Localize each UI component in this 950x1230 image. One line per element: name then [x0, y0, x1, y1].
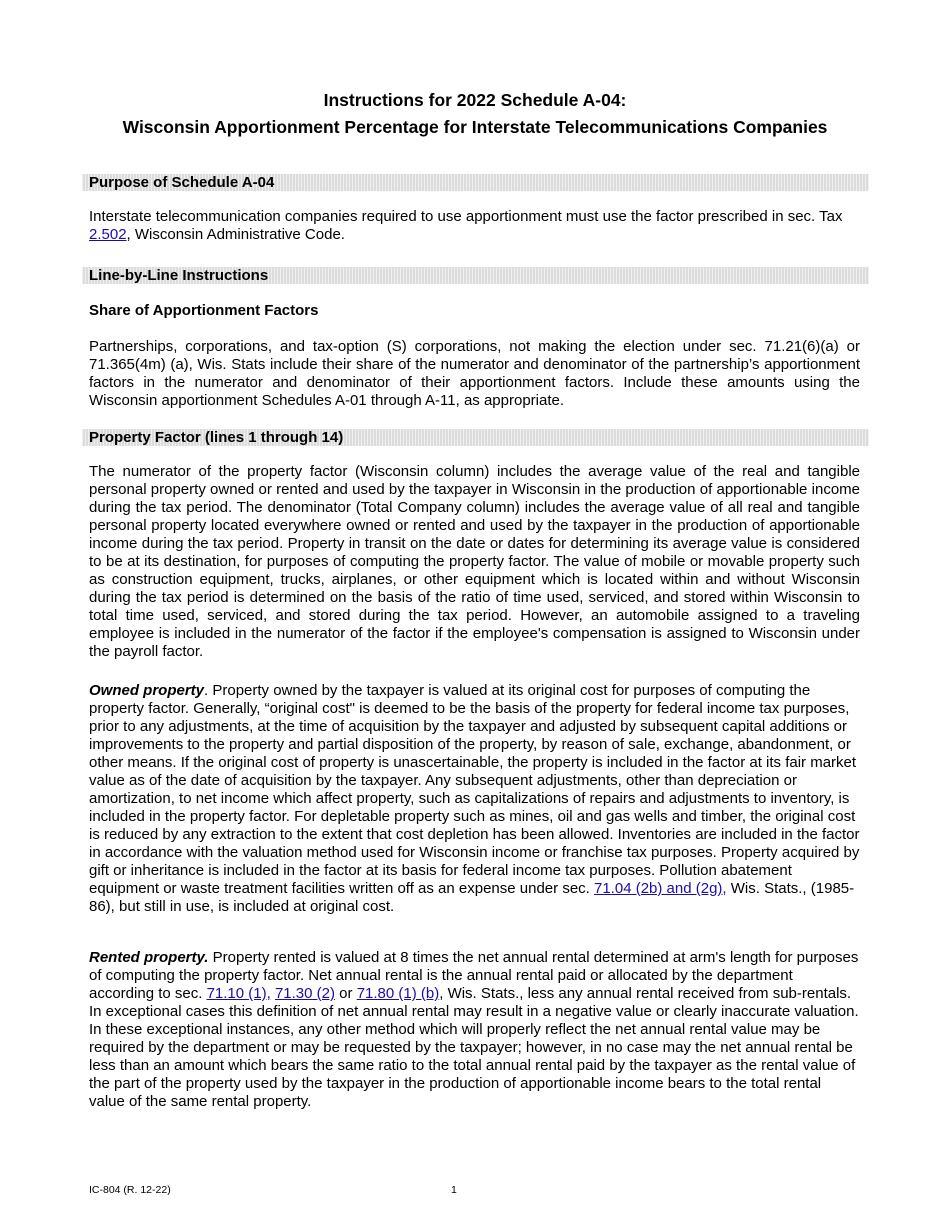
section-heading-line-by-line: Line-by-Line Instructions: [82, 267, 869, 284]
owned-property-label: Owned property: [89, 682, 205, 699]
property-factor-paragraph: The numerator of the property factor (Wisconsin column) includes the average value of the real and tangible personal property owned or rented and used by the taxpayer in Wisconsin in the production of apportionable income during the tax period. The denominator (Total Company column) includes the average value of all real and tangible personal property located everywhere owned or rented and used by the taxpayer in the production of apportionable income during the tax period. Property in transit on the date or dates for determining its average value is considered to be at its destination, for purposes of computing the property factor. The value of mobile or movable property such as construction equipment, trucks, airplanes, or other equipment which is located within and without Wisconsin during the tax period is determined on the basis of the ratio of time used, serviced, and stored within Wisconsin to total time used, serviced, and stored during the tax period. However, an automobile assigned to a traveling employee is included in the numerator of the factor if the employee's compensation is assigned to Wisconsin under the payroll factor.: [89, 463, 860, 660]
link-71-30[interactable]: 71.30 (2): [274, 985, 335, 1002]
form-id: IC-804 (R. 12-22): [89, 1184, 171, 1196]
section-heading-purpose: Purpose of Schedule A-04: [82, 174, 869, 191]
link-tax-2-502[interactable]: 2.502: [89, 226, 127, 243]
document-subtitle: Wisconsin Apportionment Percentage for Interstate Telecommunications Companies: [122, 117, 828, 137]
purpose-paragraph: Interstate telecommunication companies required to use apportionment must use the factor prescribed in sec. Tax 2.502, Wisconsin Administrative Code.: [89, 208, 843, 243]
link-71-80[interactable]: 71.80 (1) (b): [356, 985, 440, 1002]
link-71-04[interactable]: 71.04 (2b) and (2g),: [594, 880, 727, 897]
section-heading-property-factor: Property Factor (lines 1 through 14): [82, 429, 869, 446]
share-factors-paragraph: Partnerships, corporations, and tax-option (S) corporations, not making the election under sec. 71.21(6)(a) or 71.365(4m) (a), Wis. Stats include their share of the numerator and denominator of the partnership’s apportionment factors in the numerator and denominator of their apportionment factors. Include these amounts using the Wisconsin apportionment Schedules A-01 through A-11, as appropriate.: [89, 338, 860, 409]
owned-property-paragraph: Owned property. Property owned by the taxpayer is valued at its original cost for purposes of computing the property factor. Generally, “original cost" is deemed to be the basis of the property for federal income tax purposes, prior to any adjustments, at the time of acquisition by the taxpayer and adjusted by subsequent capital additions or improvements to the property and partial disposition of the property, by reason of sale, exchange, abandonment, or other means. If the original cost of property is unascertainable, the property is included in the factor at its fair market value as of the date of acquisition by the taxpayer. Any subsequent adjustments, other than depreciation or amortization, to net income which affect property, such as capitalizations of repairs and adjustments to inventory, is included in the property factor. For depletable property such as mines, oil and gas wells and timber, the original cost is reduced by any extraction to the extent that cost depletion has been allowed. Inventories are included in the factor in accordance with the valuation method used for Wisconsin income or franchise tax purposes. Property acquired by gift or inheritance is included in the factor at its basis for federal income tax purposes. Pollution abatement equipment or waste treatment facilities written off as an expense under sec. 71.04 (2b) and (2g), Wis. Stats., (1985-86), but still in use, is included at original cost.: [89, 682, 860, 915]
subheading-share-factors: Share of Apportionment Factors: [89, 302, 319, 319]
document-title: Instructions for 2022 Schedule A-04:: [323, 90, 627, 110]
rented-property-label: Rented property.: [89, 949, 209, 966]
link-71-10[interactable]: 71.10 (1),: [206, 985, 271, 1002]
rented-property-paragraph: Rented property. Property rented is valued at 8 times the net annual rental determined at arm's length for purposes of computing the property factor. Net annual rental is the annual rental paid or allocated by the department according to sec. 71.10 (1), 71.30 (2) or 71.80 (1) (b), Wis. Stats., less any annual rental received from sub-rentals. In exceptional cases this definition of net annual rental may result in a negative value or clearly inaccurate valuation. In these exceptional instances, any other method which will properly reflect the net annual rental value may be required by the department or may be requested by the taxpayer; however, in no case may the net annual rental be less than an amount which bears the same ratio to the total annual rental paid by the taxpayer as the rental value of the part of the property used by the taxpayer in the production of apportionable income bears to the total rental value of the same rental property.: [89, 949, 859, 1110]
page-number: 1: [451, 1184, 457, 1196]
